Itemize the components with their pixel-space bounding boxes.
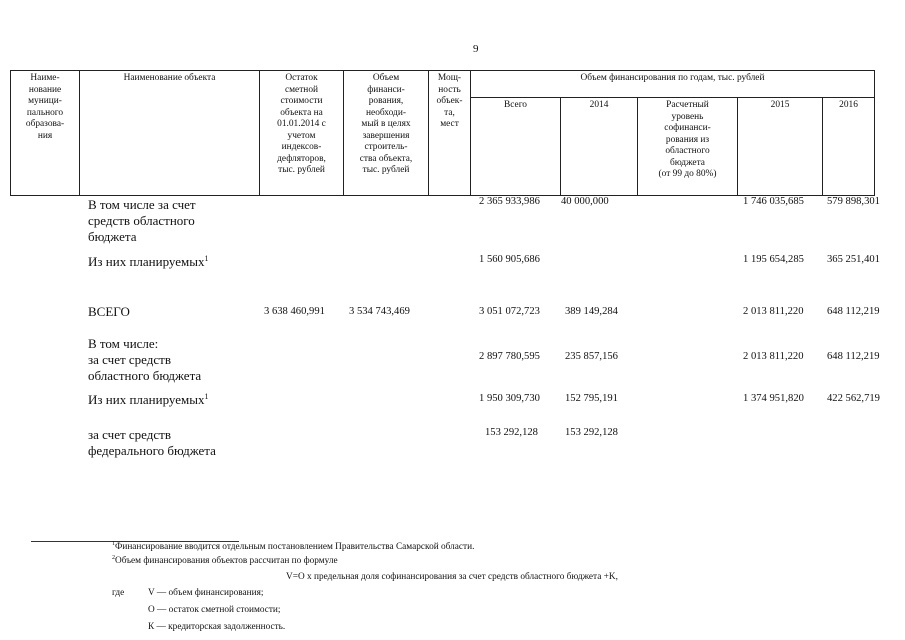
definition-v: V — объем финансирования;: [148, 588, 264, 598]
formula: V=O x предельная доля софинансирования за счет средств областного бюджета +K,: [286, 572, 618, 582]
header-financing-needed: Объем финанси- рования, необходи- мый в целях завершения строитель- ства объекта, тыс. рублей: [359, 73, 413, 175]
header-municipality: Наиме- нование муници- пального образова- ния: [25, 73, 65, 141]
footnote-1: $^1$Финансирование вводится отдельным постановлением Правительства Самарской области.: [112, 541, 475, 552]
cell-2015: 1 195 654,285: [743, 254, 804, 265]
row-label: ВСЕГО: [88, 304, 130, 319]
footnote-where: где: [112, 588, 125, 598]
col-border: [822, 97, 823, 196]
row-label: В том числе за счет средств областного бюджета: [88, 197, 196, 244]
cell-total: 1 950 309,730: [479, 393, 540, 404]
cell-2014: 40 000,000: [561, 196, 609, 207]
cell-financing-needed: 3 534 743,469: [349, 306, 410, 317]
group-header-divider: [470, 97, 874, 98]
col-border: [470, 70, 471, 196]
cell-total: 153 292,128: [485, 427, 538, 438]
header-remaining-cost: Остаток сметной стоимости объекта на 01.01.2014 с учетом индексов- дефляторов, тыс. рублей: [277, 73, 326, 175]
header-cofinancing-level: Расчетный уровень софинанси- рования из областного бюджета (от 99 до 80%): [658, 100, 717, 179]
header-2014: 2014: [589, 100, 609, 110]
cell-2016: 579 898,301: [827, 196, 880, 207]
cell-2014: 389 149,284: [565, 306, 618, 317]
header-total: Всего: [504, 100, 527, 110]
cell-2015: 2 013 811,220: [743, 351, 804, 362]
col-border: [560, 97, 561, 196]
cell-2015: 2 013 811,220: [743, 306, 804, 317]
col-border: [737, 97, 738, 196]
header-object-name: Наименование объекта: [123, 73, 216, 83]
definition-o: О — остаток сметной стоимости;: [148, 605, 281, 615]
cell-total: 2 897 780,595: [479, 351, 540, 362]
header-capacity: Мощ- ность объек- та, мест: [436, 73, 463, 129]
cell-total: 2 365 933,986: [479, 196, 540, 207]
cell-2016: 365 251,401: [827, 254, 880, 265]
cell-2014: 235 857,156: [565, 351, 618, 362]
cell-2015: 1 746 035,685: [743, 196, 804, 207]
cell-2014: 152 795,191: [565, 393, 618, 404]
page-number: 9: [473, 43, 479, 55]
col-border: [79, 70, 80, 196]
header-financing-by-year: Объем финансирования по годам, тыс. рублей: [580, 73, 765, 83]
cell-2015: 1 374 951,820: [743, 393, 804, 404]
cell-remaining-cost: 3 638 460,991: [264, 306, 325, 317]
table-top-border: [10, 70, 874, 71]
row-label: за счет средств федерального бюджета: [88, 427, 216, 458]
col-border: [874, 70, 875, 196]
header-2016: 2016: [839, 100, 858, 110]
cell-2016: 648 112,219: [827, 351, 880, 362]
row-label: Из них планируемых$^1$: [88, 392, 209, 407]
cell-total: 1 560 905,686: [479, 254, 540, 265]
row-label: Из них планируемых$^1$: [88, 254, 209, 269]
cell-2016: 648 112,219: [827, 306, 880, 317]
cell-2016: 422 562,719: [827, 393, 880, 404]
cell-2014: 153 292,128: [565, 427, 618, 438]
header-2015: 2015: [770, 100, 790, 110]
footnote-2: $^2$Объем финансирования объектов рассчитан по формуле: [112, 555, 338, 566]
row-label: В том числе: за счет средств областного бюджета: [88, 336, 202, 383]
cell-total: 3 051 072,723: [479, 306, 540, 317]
definition-k: К — кредиторская задолженность.: [148, 622, 286, 632]
